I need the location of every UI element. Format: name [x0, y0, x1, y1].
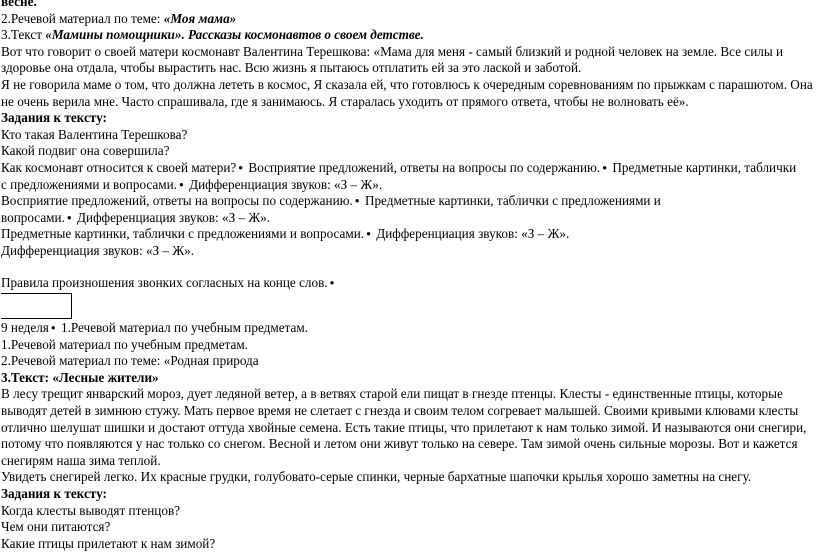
activity-line [1, 177, 813, 194]
empty-table-cell [1, 293, 72, 319]
document-page [1, 0, 813, 552]
week-label: 9 неделя [1, 320, 49, 336]
bullet-icon [65, 210, 74, 225]
activity-text: Восприятие предложений, ответы на вопросы по содержанию. [1, 193, 353, 209]
activity-text: с предложениями и вопросами. [1, 176, 177, 192]
question: Чем они питаются? [1, 519, 111, 535]
text-line: весне. [1, 0, 37, 9]
spacer [1, 260, 813, 275]
activity-text: вопросами. [1, 209, 65, 225]
paragraph: В лесу трещит январский мороз, дует ледяной ветер, а в ветвях старой ели пищат в гнезде птенцы. Клесты - единственные птицы, которые выводят детей в зимнюю стужу. Мать первое время не слетает с гнезда и своим телом согревает малышей. Своими кривыми клювами клесты отлично шелушат шишки и достают оттуда хвойные семена. Есть такие птицы, что прилетают к нам только зимой. И называются они снегири, потому что появляются у нас только со снегом. Весной и летом они живут только на севере. Там зимой очень сильные морозы. Вот и кажется снегирям наша зима теплой. [1, 386, 807, 468]
bullet-icon [328, 275, 337, 290]
activity-text: Восприятие предложений, ответы на вопросы по содержанию. [245, 159, 601, 175]
material-line: 2.Речевой материал по теме: «Родная природа [1, 353, 259, 369]
section-line [1, 27, 813, 44]
activity-line [1, 193, 813, 210]
activity-text: Предметные картинки, таблички с предложениями и [361, 193, 661, 209]
activity-text: Дифференциация звуков: «З – Ж». [1, 242, 195, 258]
bullet-icon [236, 160, 245, 175]
week-line [1, 320, 813, 337]
activity-text: Предметные картинки, таблички [609, 159, 797, 175]
material-line: 1.Речевой материал по учебным предметам. [1, 336, 248, 352]
question: Какой подвиг она совершила? [1, 143, 170, 159]
activity-text: Дифференциация звуков: «З – Ж». [73, 209, 271, 225]
activity-text: Дифференциация звуков: «З – Ж». [372, 226, 570, 242]
question: Кто такая Валентина Терешкова? [1, 126, 188, 142]
bullet-icon [600, 160, 609, 175]
bullet-icon [364, 226, 373, 241]
paragraph: Увидеть снегирей легко. Их красные грудки, голубовато-серые спинки, черные бархатные шапочки крылья хорошо заметны на снегу. [1, 469, 752, 485]
text-title: 3.Текст: «Лесные жители» [1, 369, 159, 385]
question: Как космонавт относится к своей матери? [1, 159, 237, 175]
tasks-heading: Задания к тексту: [1, 110, 107, 126]
question: Какие птицы прилетают к нам зимой? [1, 535, 216, 551]
activity-text: Предметные картинки, таблички с предложениями и вопросами. [1, 226, 365, 242]
bullet-icon [49, 320, 58, 335]
rules-line [1, 275, 813, 292]
section-label: 3.Текст [1, 27, 46, 43]
week-text: 1.Речевой материал по учебным предметам. [57, 320, 308, 336]
question-line [1, 160, 813, 177]
paragraph: Я не говорила маме о том, что должна лететь в космос, Я сказала ей, что готовлюсь к очередным соревнованиям по прыжкам с парашютом. Она не очень верила мне. Часто спрашивала, где я занимаюсь. Я старалась уходить от прямого ответа, чтобы не волновать её». [1, 76, 813, 109]
activity-line [1, 226, 813, 243]
bullet-icon [177, 177, 186, 192]
section-label: 2.Речевой материал по теме: [1, 10, 164, 26]
topic-title: «Моя мама» [163, 10, 237, 26]
bullet-icon [353, 193, 362, 208]
paragraph: Вот что говорит о своей матери космонавт Валентина Терешкова: «Мама для меня - самый близкий и родной человек на земле. Все силы и здоровье она отдала, чтобы вырастить нас. Всю жизнь я пытаюсь отплатить ей за это лаской и заботой. [1, 43, 784, 76]
text-title: «Мамины помощники». Рассказы космонавтов о своем детстве. [45, 27, 424, 43]
activity-text: Дифференциация звуков: «З – Ж». [185, 176, 383, 192]
section-line [1, 11, 813, 28]
rules-text: Правила произношения звонких согласных на конце слов. [1, 274, 328, 290]
question: Когда клесты выводят птенцов? [1, 502, 181, 518]
tasks-heading: Задания к тексту: [1, 486, 107, 502]
activity-line [1, 210, 813, 227]
